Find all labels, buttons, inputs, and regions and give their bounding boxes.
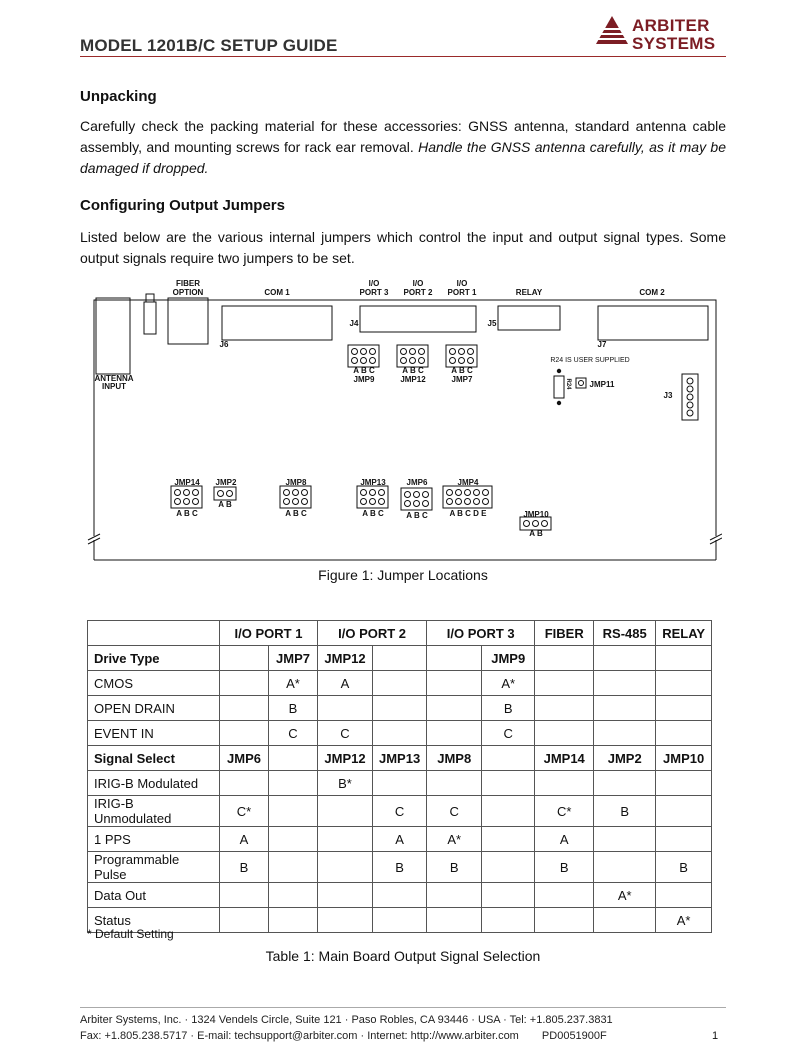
table-cell: JMP6 — [220, 746, 269, 771]
table-cell: C — [318, 721, 373, 746]
table-cell: A* — [656, 908, 712, 933]
table-cell — [318, 827, 373, 852]
table-cell — [656, 696, 712, 721]
table-cell: JMP12 — [318, 646, 373, 671]
pin — [175, 499, 181, 505]
group-header-io-port-1: I/O PORT 1 — [220, 621, 318, 646]
table-cell — [269, 908, 318, 933]
row-label-cell: 1 PPS — [88, 827, 220, 852]
table-cell — [535, 908, 594, 933]
pin — [483, 490, 489, 496]
table-cell — [373, 883, 427, 908]
page-number: 1 — [712, 1030, 719, 1042]
pin — [293, 499, 299, 505]
table-cell: JMP7 — [269, 646, 318, 671]
signal-row — [88, 796, 712, 827]
label-jmp11: JMP11 — [589, 380, 615, 389]
footer-contact-text: Fax: +1.805.238.5717 · E-mail: techsupport@arbiter.com · Internet: http://www.arbiter.com — [80, 1030, 519, 1042]
unpacking-warning: Handle the GNSS antenna carefully, as it may be damaged if dropped. — [80, 139, 727, 176]
pin — [468, 349, 474, 355]
pin — [459, 349, 465, 355]
table-cell: A — [318, 671, 373, 696]
table-cell — [427, 908, 482, 933]
label-j7: J7 — [597, 340, 607, 349]
table-cell — [594, 852, 656, 883]
jumpers-paragraph: Listed below are the various internal jumpers which control the input and output signal types. Some output signals require two jumpers to be set. — [80, 229, 726, 266]
table-cell: C — [482, 721, 535, 746]
arbiter-logo — [594, 14, 726, 54]
drive-type-row — [88, 646, 712, 671]
table-cell: B — [269, 696, 318, 721]
table-cell: B — [535, 852, 594, 883]
pin — [410, 358, 416, 364]
unpacking-body: Carefully check the packing material for these accessories: GNSS antenna, standard antenna cable assembly, and mounting screws for rack ear removal. — [80, 118, 726, 155]
pin — [423, 501, 429, 507]
pin — [302, 490, 308, 496]
label-jmp9: JMP9 — [353, 375, 375, 384]
table-cell — [535, 646, 594, 671]
table-cell — [220, 771, 269, 796]
table-cell — [427, 646, 482, 671]
table-cell — [594, 721, 656, 746]
label-input: INPUT — [102, 382, 126, 391]
table-cell: B — [482, 696, 535, 721]
jmp12-pins: A B C — [402, 366, 424, 375]
table-cell: B — [427, 852, 482, 883]
label-io-2: I/O — [412, 279, 424, 288]
pin — [193, 499, 199, 505]
pin — [542, 521, 548, 527]
footer-doc-id: PD0051900F — [541, 1030, 607, 1042]
table-cell — [220, 883, 269, 908]
jmp2-header — [214, 487, 236, 500]
table-cell — [482, 883, 535, 908]
logo-line-2: SYSTEMS — [632, 34, 716, 53]
table-cell — [427, 771, 482, 796]
table-cell — [482, 852, 535, 883]
table-cell — [535, 883, 594, 908]
label-fiber: FIBER — [176, 279, 200, 288]
jmp2-pins: A B — [218, 500, 232, 509]
table-cell: JMP14 — [535, 746, 594, 771]
table-caption: Table 1: Main Board Output Signal Selection — [265, 948, 541, 964]
table-cell — [656, 883, 712, 908]
row-label-cell: IRIG-B Modulated — [88, 771, 220, 796]
label-jmp8: JMP8 — [285, 478, 307, 487]
table-cell — [220, 646, 269, 671]
table-cell — [220, 671, 269, 696]
pin — [370, 349, 376, 355]
pin — [370, 490, 376, 496]
table-cell — [535, 671, 594, 696]
drive-row — [88, 671, 712, 696]
table-cell — [220, 908, 269, 933]
pin — [447, 490, 453, 496]
table-cell — [656, 827, 712, 852]
signal-row — [88, 852, 712, 883]
table-cell — [373, 671, 427, 696]
drive-row — [88, 721, 712, 746]
label-j4: J4 — [349, 319, 359, 328]
table-cell: JMP13 — [373, 746, 427, 771]
table-cell: A* — [427, 827, 482, 852]
pin — [419, 349, 425, 355]
signal-row — [88, 827, 712, 852]
table-cell — [269, 771, 318, 796]
table-cell — [318, 852, 373, 883]
label-j3: J3 — [663, 391, 673, 400]
pin — [450, 349, 456, 355]
table-cell — [535, 771, 594, 796]
label-r24: R24 — [565, 378, 571, 390]
pin — [468, 358, 474, 364]
table-cell — [373, 721, 427, 746]
label-jmp7: JMP7 — [451, 375, 473, 384]
group-header-io-port-2: I/O PORT 2 — [318, 621, 427, 646]
pin — [405, 492, 411, 498]
signal-row — [88, 908, 712, 933]
jmp9-header — [348, 345, 379, 367]
table-cell — [373, 908, 427, 933]
table-cell — [656, 796, 712, 827]
header-rule — [80, 56, 726, 57]
row-label-cell: OPEN DRAIN — [88, 696, 220, 721]
pin — [379, 499, 385, 505]
pin — [474, 490, 480, 496]
footer-rule — [80, 1007, 726, 1008]
table-cell — [427, 883, 482, 908]
pin — [175, 490, 181, 496]
pin — [465, 499, 471, 505]
table-cell: A — [220, 827, 269, 852]
pin — [370, 499, 376, 505]
pin — [293, 490, 299, 496]
table-cell — [269, 796, 318, 827]
table-cell: C — [373, 796, 427, 827]
pin — [405, 501, 411, 507]
label-com2: COM 2 — [639, 288, 665, 297]
table-cell — [427, 671, 482, 696]
pin — [184, 499, 190, 505]
table-cell: C* — [220, 796, 269, 827]
table-cell: B — [656, 852, 712, 883]
jmp4-header — [443, 486, 492, 508]
label-jmp12: JMP12 — [400, 375, 426, 384]
jmp4-pins: A B C D E — [449, 509, 487, 518]
table-cell — [482, 796, 535, 827]
table-cell — [373, 771, 427, 796]
label-jmp13: JMP13 — [360, 478, 386, 487]
footer-address: Arbiter Systems, Inc. · 1324 Vendels Circle, Suite 121 · Paso Robles, CA 93446 · USA · Tel: +1.805.237.3831 — [80, 1014, 613, 1026]
table-cell: JMP8 — [427, 746, 482, 771]
unpacking-paragraph — [80, 116, 726, 179]
table-cell — [535, 721, 594, 746]
pin — [419, 358, 425, 364]
label-jmp14: JMP14 — [174, 478, 200, 487]
row-label-cell: EVENT IN — [88, 721, 220, 746]
figure-caption: Figure 1: Jumper Locations — [318, 567, 488, 583]
drive-row — [88, 696, 712, 721]
table-cell — [220, 721, 269, 746]
table-cell — [427, 696, 482, 721]
table-cell: C — [269, 721, 318, 746]
pin — [423, 492, 429, 498]
jmp14-pins: A B C — [176, 509, 198, 518]
jmp9-pins: A B C — [353, 366, 375, 375]
pin — [218, 491, 224, 497]
label-port3: PORT 3 — [359, 288, 389, 297]
row-label-cell: Status — [88, 908, 220, 933]
unpacking-heading: Unpacking — [80, 88, 157, 105]
row-label-cell: IRIG-B Unmodulated — [88, 796, 220, 827]
pin — [401, 349, 407, 355]
table-cell: A* — [594, 883, 656, 908]
signal-row — [88, 883, 712, 908]
pin — [184, 490, 190, 496]
signal-row — [88, 771, 712, 796]
label-port2: PORT 2 — [403, 288, 433, 297]
group-header-rs485: RS-485 — [594, 621, 656, 646]
pin — [465, 490, 471, 496]
table-cell: JMP9 — [482, 646, 535, 671]
jmp12-header — [397, 345, 428, 367]
pin — [456, 499, 462, 505]
table-cell: B* — [318, 771, 373, 796]
pin — [447, 499, 453, 505]
label-jmp4: JMP4 — [457, 478, 479, 487]
jmp14-header — [171, 486, 202, 508]
table-cell — [427, 721, 482, 746]
row-label-cell: Programmable Pulse — [88, 852, 220, 883]
table-cell: A* — [269, 671, 318, 696]
jumper-locations-figure — [82, 278, 722, 564]
pin — [459, 358, 465, 364]
pin — [227, 491, 233, 497]
signal-select-row — [88, 746, 712, 771]
table-cell: JMP2 — [594, 746, 656, 771]
pin — [414, 501, 420, 507]
group-header-io-port-3: I/O PORT 3 — [427, 621, 535, 646]
signal-selection-table — [87, 620, 712, 933]
pin — [361, 349, 367, 355]
table-cell — [482, 908, 535, 933]
pin — [474, 499, 480, 505]
table-cell — [269, 883, 318, 908]
group-header-fiber: FIBER — [535, 621, 594, 646]
pin — [456, 490, 462, 496]
row-label-cell: Data Out — [88, 883, 220, 908]
pin — [410, 349, 416, 355]
pin — [352, 358, 358, 364]
page-title: MODEL 1201B/C SETUP GUIDE — [80, 36, 338, 55]
pin — [361, 358, 367, 364]
pin — [533, 521, 539, 527]
table-cell — [656, 771, 712, 796]
pin — [361, 499, 367, 505]
label-option: OPTION — [172, 288, 204, 297]
table-cell — [482, 771, 535, 796]
table-cell — [594, 771, 656, 796]
pin — [379, 490, 385, 496]
table-cell — [318, 883, 373, 908]
table-cell: A* — [482, 671, 535, 696]
table-footnote: * Default Setting — [87, 927, 174, 941]
table-cell — [594, 696, 656, 721]
pin — [193, 490, 199, 496]
pin — [284, 490, 290, 496]
label-io-1: I/O — [456, 279, 468, 288]
table-cell — [594, 908, 656, 933]
table-cell — [269, 852, 318, 883]
label-jmp10: JMP10 — [523, 510, 549, 519]
jmp13-pins: A B C — [362, 509, 384, 518]
pin — [352, 349, 358, 355]
jmp7-header — [446, 345, 477, 367]
pin — [401, 358, 407, 364]
label-antenna: ANTENNA — [94, 374, 134, 383]
row-label-cell: Signal Select — [88, 746, 220, 771]
label-j5: J5 — [487, 319, 497, 328]
table-cell — [482, 746, 535, 771]
table-cell — [373, 696, 427, 721]
group-header-relay: RELAY — [656, 621, 712, 646]
table-cell: B — [373, 852, 427, 883]
table-cell — [220, 696, 269, 721]
label-jmp6: JMP6 — [406, 478, 428, 487]
table-cell — [269, 827, 318, 852]
table-cell — [318, 796, 373, 827]
jmp13-header — [357, 486, 388, 508]
pin — [302, 499, 308, 505]
jmp6-pins: A B C — [406, 511, 428, 520]
table-cell — [656, 671, 712, 696]
table-cell: B — [220, 852, 269, 883]
jmp8-pins: A B C — [285, 509, 307, 518]
jmp10-pins: A B — [529, 529, 543, 538]
table-cell: JMP12 — [318, 746, 373, 771]
label-r24-note: R24 IS USER SUPPLIED — [550, 357, 630, 364]
table-group-header-row — [88, 621, 712, 646]
footer-contact — [80, 1030, 607, 1042]
label-jmp2: JMP2 — [215, 478, 237, 487]
pin — [284, 499, 290, 505]
jumpers-heading: Configuring Output Jumpers — [80, 197, 285, 214]
pin — [483, 499, 489, 505]
jmp8-header — [280, 486, 311, 508]
row-label-cell: CMOS — [88, 671, 220, 696]
label-relay: RELAY — [515, 288, 543, 297]
pin — [414, 492, 420, 498]
table-cell: JMP10 — [656, 746, 712, 771]
table-cell — [269, 746, 318, 771]
table-cell: C* — [535, 796, 594, 827]
logo-line-1: ARBITER — [632, 16, 710, 35]
row-label-cell: Drive Type — [88, 646, 220, 671]
table-cell — [656, 721, 712, 746]
table-cell — [594, 646, 656, 671]
table-cell: B — [594, 796, 656, 827]
table-cell — [318, 908, 373, 933]
jmp6-header — [401, 488, 432, 510]
table-cell — [594, 827, 656, 852]
table-cell — [373, 646, 427, 671]
table-cell — [318, 696, 373, 721]
table-cell — [594, 671, 656, 696]
table-cell: A — [535, 827, 594, 852]
table-corner-cell — [88, 621, 220, 646]
table-cell: C — [427, 796, 482, 827]
label-io-3: I/O — [368, 279, 380, 288]
label-port1: PORT 1 — [447, 288, 477, 297]
logo-mark-icon — [594, 14, 630, 54]
table-cell — [535, 696, 594, 721]
pin — [361, 490, 367, 496]
pin — [524, 521, 530, 527]
table-cell: A — [373, 827, 427, 852]
table-cell — [482, 827, 535, 852]
label-j6: J6 — [219, 340, 229, 349]
label-com1: COM 1 — [264, 288, 290, 297]
table-cell — [656, 646, 712, 671]
jmp7-pins: A B C — [451, 366, 473, 375]
pin — [450, 358, 456, 364]
pin — [370, 358, 376, 364]
